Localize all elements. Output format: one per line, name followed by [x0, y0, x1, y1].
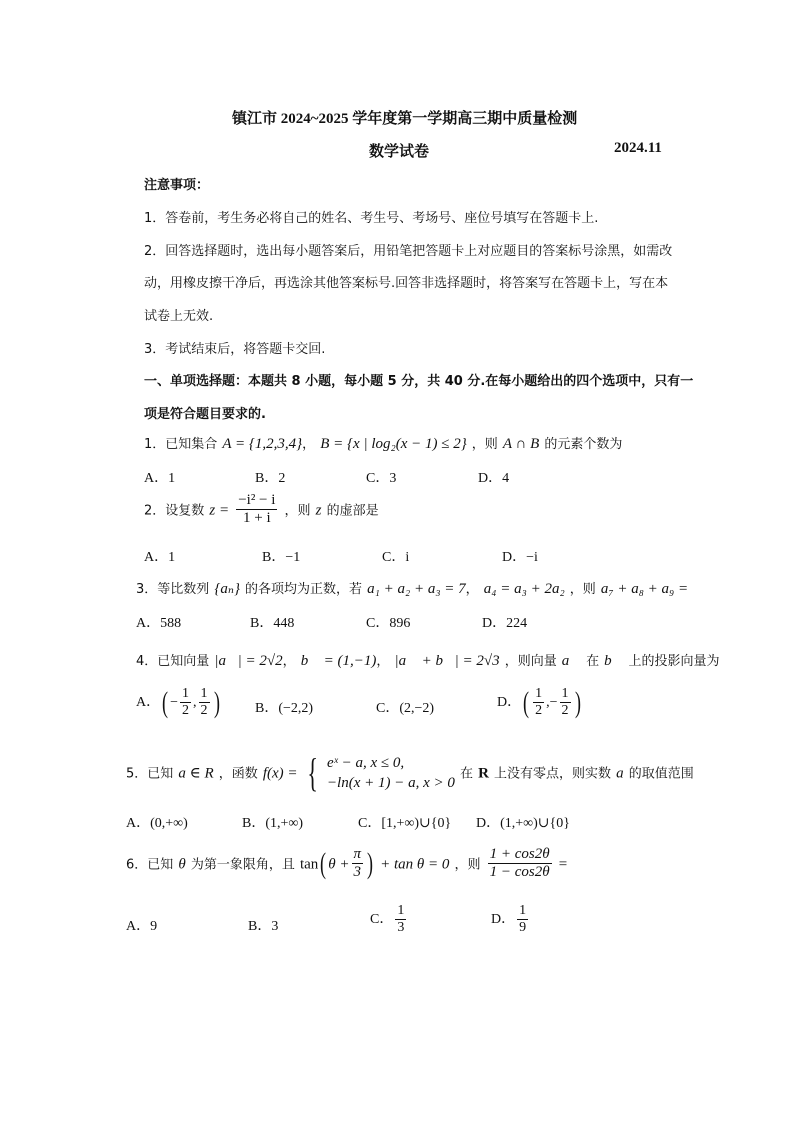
q2-option-d: D．−i: [502, 550, 538, 565]
note-line-2: 2．回答选择题时，选出每小题答案后，用铅笔把答题卡上对应题目的答案标号涂黑，如需改: [144, 244, 673, 259]
q4-cond-1: |a⃗| = 2√2: [214, 653, 283, 669]
q6-option-c-label: C．: [370, 911, 394, 927]
question-6: 6．已知 θ 为第一象限角，且 tan( θ + $\frac{\pi}{3}$ ) + tan θ = 0 ，则 $\frac{1 + \cos 2\theta}{1 - \cos 2\theta}$ =: [126, 846, 568, 881]
q1-set-b: B = {x | log₂(x − 1) ≤ 2}: [320, 436, 467, 452]
q6-option-c: [370, 903, 408, 936]
q4-tail: 上的投影向量为: [628, 654, 720, 669]
q4-d-num-2: 1: [560, 686, 571, 703]
q5-cond: a ∈ R: [178, 765, 214, 782]
q6-eq: =: [558, 856, 568, 873]
q5-lead: 5．已知: [126, 766, 174, 782]
q5-real-set: R: [478, 765, 489, 782]
note-line-5: 3．考试结束后，将答题卡交回.: [144, 342, 326, 357]
q4-a-num-1: 1: [180, 686, 191, 703]
q2-fraction: [236, 492, 277, 528]
q3-ask: ，则: [569, 582, 596, 597]
q4-option-a-label: A．: [136, 694, 161, 710]
q6-option-b: B．3: [248, 919, 279, 934]
q4-cond-3: |a⃗ + b⃗| = 2√3: [394, 653, 500, 669]
q5-f: f(x) =: [262, 765, 298, 782]
q6-option-a: A．9: [126, 919, 158, 934]
q5-tail-2: 上没有零点，则实数: [494, 766, 612, 782]
note-line-4: 试卷上无效.: [144, 309, 214, 324]
q6-pi: π: [352, 846, 364, 864]
q1-option-c: C．3: [366, 471, 397, 486]
q3-option-d: D．224: [482, 616, 528, 631]
q6-inner: θ +: [328, 856, 350, 873]
q4-option-d-label: D．: [497, 694, 522, 710]
q1-lead: 1．已知集合: [144, 437, 218, 452]
q2-numerator: −i² − i: [236, 492, 277, 510]
q3-option-c: C．896: [366, 616, 411, 631]
q5-option-a: A．(0,+∞): [126, 816, 188, 831]
q2-option-c: C．i: [382, 550, 410, 565]
q4-option-b: B．(−2,2): [255, 701, 314, 716]
q6-ask: ，则: [454, 857, 481, 873]
q4-d-num-1: 1: [533, 686, 544, 703]
q4-vector-a: a⃗: [561, 653, 581, 669]
note-line-1: 1．答卷前，考生务必将自己的姓名、考生号、考场号、座位号填写在答题卡上.: [144, 211, 599, 226]
exam-date: 2024.11: [614, 140, 662, 156]
q4-a-den-1: 2: [182, 703, 190, 719]
section-heading-line-2: 项是符合题目要求的.: [144, 407, 266, 422]
q2-denominator: 1 + i: [243, 510, 271, 527]
question-4: 4．已知向量 |a⃗| = 2√2， b⃗ = (1,−1)， |a⃗ + b⃗| = 2√3 ，则向量 a⃗ 在 b⃗ 上的投影向量为: [136, 653, 720, 669]
q2-option-a: A．1: [144, 550, 176, 565]
q1-option-d: D．4: [478, 471, 510, 486]
q3-option-a: A．588: [136, 616, 182, 631]
q6-frac-den: 1 − cos2θ: [489, 864, 550, 881]
q2-tail-2: 的虚部是: [326, 503, 379, 519]
q6-c-num: 1: [395, 903, 406, 920]
q6-mid: 为第一象限角，且: [190, 857, 295, 873]
q5-cases: [327, 753, 455, 793]
q3-cond-2: a₄ = a₃ + 2a₂: [483, 581, 565, 597]
q2-z-2: z: [315, 502, 322, 519]
q5-mid: ，函数: [218, 766, 258, 782]
q3-lead: 3．等比数列: [136, 582, 210, 597]
q5-option-c: C．[1,+∞)∪{0}: [358, 816, 452, 831]
q6-d-num: 1: [517, 903, 528, 920]
q6-tan-2: + tan θ = 0: [380, 856, 450, 873]
q6-theta: θ: [178, 856, 186, 873]
question-2: [144, 492, 379, 528]
q5-option-d: D．(1,+∞)∪{0}: [476, 816, 570, 831]
q1-tail: 的元素个数为: [544, 437, 623, 452]
q4-option-c: C．(2,−2): [376, 701, 435, 716]
q6-c-den: 3: [397, 920, 405, 936]
q1-expr: A ∩ B: [502, 436, 540, 452]
q1-ask: ，则: [471, 437, 498, 452]
q6-tan: tan: [299, 856, 319, 873]
q5-option-b: B．(1,+∞): [242, 816, 304, 831]
q6-d-den: 9: [519, 920, 527, 936]
q6-option-d-label: D．: [491, 911, 516, 927]
subject-title: 数学试卷: [369, 142, 430, 160]
q5-case-1: eˣ − a, x ≤ 0,: [326, 755, 405, 771]
q4-cond-2: b⃗ = (1,−1): [300, 653, 377, 669]
q5-a: a: [616, 765, 624, 782]
q4-a-den-2: 2: [200, 703, 208, 719]
q1-set-a: A = {1,2,3,4}: [222, 436, 303, 452]
q4-a-num-2: 1: [199, 686, 210, 703]
q4-vector-b: b⃗: [604, 653, 624, 669]
notes-heading: 注意事项：: [144, 178, 210, 193]
q1-option-b: B．2: [255, 471, 286, 486]
q4-d-den-1: 2: [535, 703, 543, 719]
q4-mid-2: 在: [586, 654, 600, 669]
q3-expr: a₇ + a₈ + a₉ =: [600, 581, 689, 597]
q3-cond-1: a₁ + a₂ + a₃ = 7: [367, 581, 466, 597]
q2-z: z =: [209, 502, 230, 519]
q1-option-a: A．1: [144, 471, 176, 486]
q4-option-a: A．( − $\frac{1}{2}$ , $\frac{1}{2}$ ): [136, 685, 220, 719]
q4-d-den-2: 2: [561, 703, 569, 719]
q2-lead: 2．设复数: [144, 503, 205, 519]
section-heading-line-1: 一、单项选择题：本题共 8 小题，每小题 5 分，共 40 分.在每小题给出的四个选项中，只有一: [144, 374, 694, 389]
question-5: 5．已知 a ∈ R ，函数 f(x) = { eˣ − a, x ≤ 0, −ln(x + 1) − a, x > 0 在 R 上没有零点，则实数 a 的取值范围: [126, 750, 694, 795]
q6-fraction: [488, 846, 552, 882]
question-3: 3．等比数列 {aₙ} 的各项均为正数，若 a₁ + a₂ + a₃ = 7， a₄ = a₃ + 2a₂ ，则 a₇ + a₈ + a₉ =: [136, 581, 689, 597]
q5-case-2: −ln(x + 1) − a, x > 0: [326, 775, 455, 791]
q2-tail: ，则: [284, 503, 311, 519]
q5-tail-1: 在: [460, 766, 474, 782]
q5-tail-3: 的取值范围: [628, 766, 694, 782]
q3-seq: {aₙ}: [214, 581, 240, 597]
q4-lead: 4．已知向量: [136, 654, 210, 669]
q4-mid-1: ，则向量: [504, 654, 557, 669]
q3-option-b: B．448: [250, 616, 295, 631]
q6-lead: 6．已知: [126, 857, 174, 873]
q3-mid: 的各项均为正数，若: [245, 582, 363, 597]
q4-option-d: D．( $\frac{1}{2}$ ,− $\frac{1}{2}$ ): [497, 685, 581, 719]
note-line-3: 动，用橡皮擦干净后，再选涂其他答案标号.回答非选择题时，将答案写在答题卡上，写在本: [144, 276, 669, 291]
q6-pi-den: 3: [353, 864, 362, 881]
exam-title: 镇江市 2024~2025 学年度第一学期高三期中质量检测: [232, 111, 578, 127]
q2-option-b: B．−1: [262, 550, 301, 565]
q6-frac-num: 1 + cos2θ: [488, 846, 552, 864]
q6-option-d: [491, 903, 530, 936]
question-1: 1．已知集合 A = {1,2,3,4}， B = {x | log₂(x − 1) ≤ 2} ，则 A ∩ B 的元素个数为: [144, 436, 623, 452]
